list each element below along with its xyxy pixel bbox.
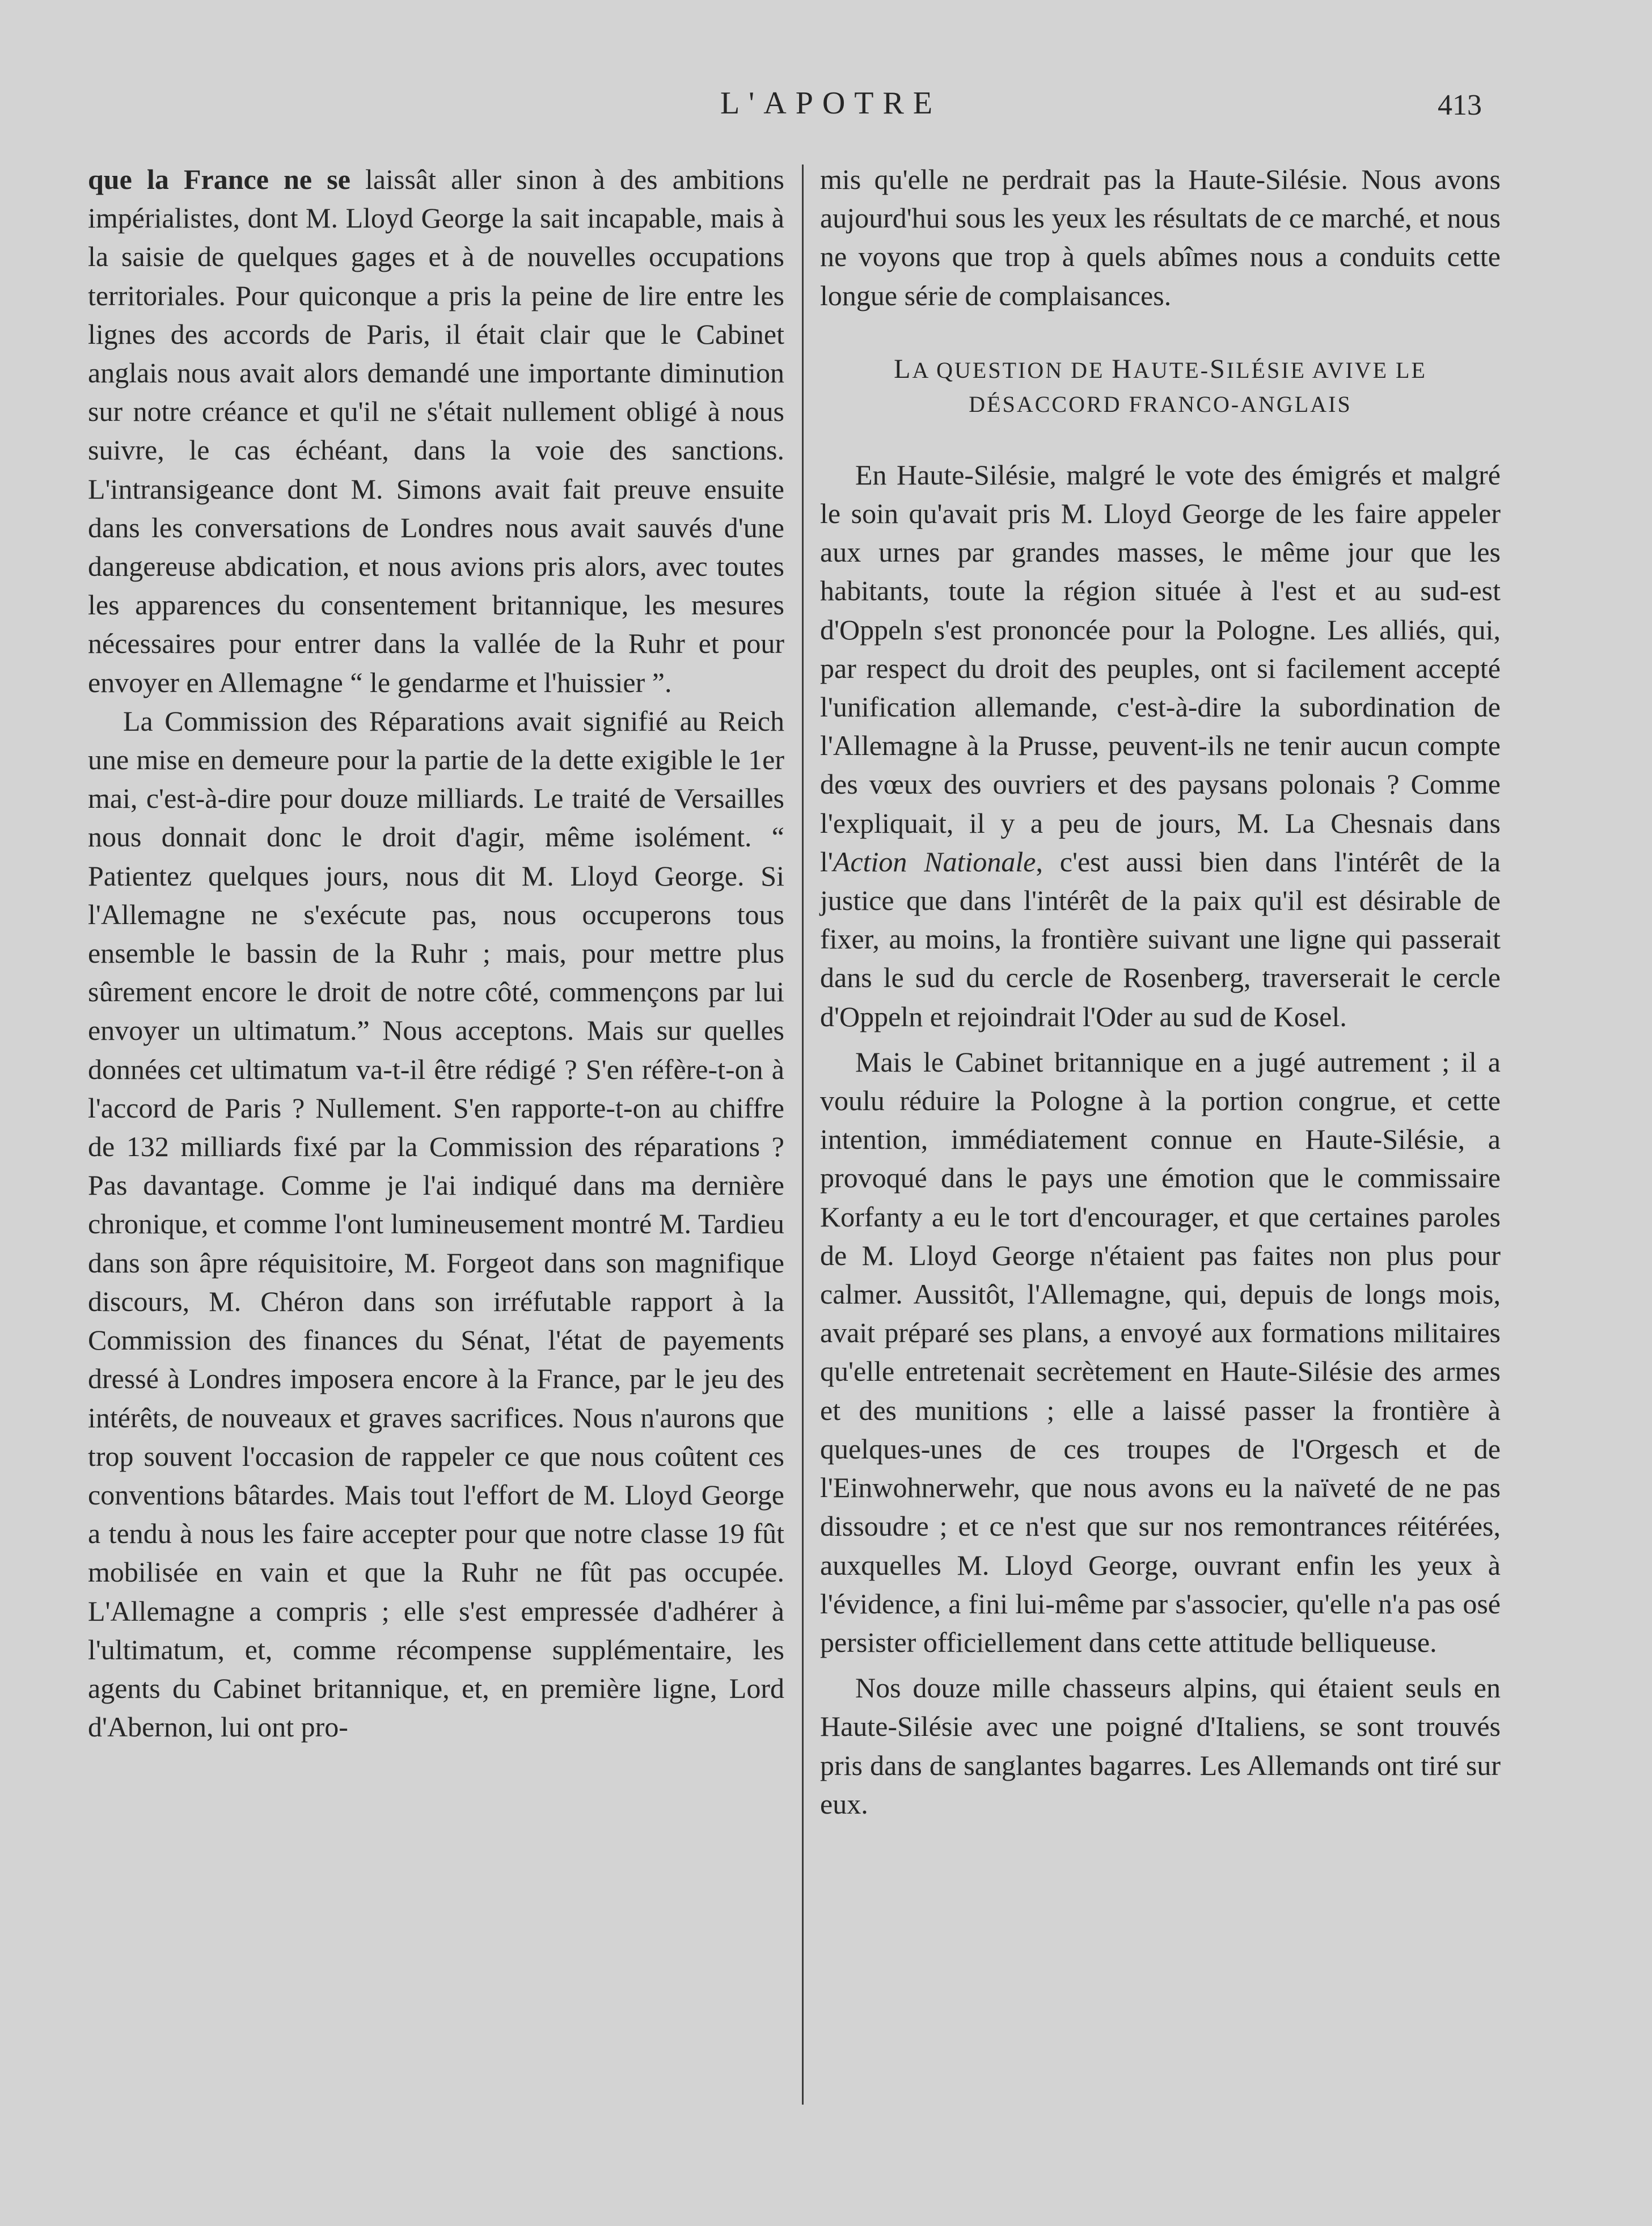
right-paragraph-3: Mais le Cabinet britannique en a jugé autrement ; il a voulu réduire la Pologne à la portion congrue, et cette intention, immédiatement connue en Haute-Silésie, a provoqué dans le pays une émotion que le commissaire Korfanty a eu le tort d'encourager, et que certaines paroles de M. Lloyd George n'étaient pas faites non plus pour calmer. Aussitôt, l'Allemagne, qui, depuis de longs mois, avait préparé ses plans, a envoyé aux formations militaires qu'elle entretenait secrètement en Haute-Silésie des armes et des munitions ; elle a laissé passer la frontière à quelques-unes de ces troupes de l'Orgesch et de l'Einwohnerwehr, que nous avons eu la naïveté de ne pas dissoudre ; et ce n'est que sur nos remontrances réitérées, auxquelles M. Lloyd George, ouvrant enfin les yeux à l'évidence, a fini lui-même par s'associer, qu'elle n'a pas osé persister officiellement dans cette attitude belliqueuse. — [820, 1045, 1501, 1658]
left-paragraph-2: La Commission des Réparations avait signifié au Reich une mise en demeure pour la partie de la dette exigible le 1er mai, c'est-à-dire pour douze milliards. Le traité de Versailles nous donnait donc le droit d'agir, même isolément. “ Patientez quelques jours, nous dit M. Lloyd George. Si l'Allemagne ne s'exécute pas, nous occuperons tous ensemble le bassin de la Ruhr ; mais, pour mettre plus sûrement encore le droit de notre côté, commençons par lui envoyer un ultimatum.” Nous acceptons. Mais sur quelles données cet ultimatum va-t-il être rédigé ? S'en réfère-t-on à l'accord de Paris ? Nullement. S'en rapporte-t-on au chiffre de 132 milliards fixé par la Commission des réparations ? Pas davantage. Comme je l'ai indiqué dans ma dernière chronique, et comme l'ont lumineusement montré M. Tardieu dans son âpre réquisitoire, M. Forgeot dans son magnifique discours, M. Chéron dans son irréfutable rapport à la Commission des finances du Sénat, l'état de payements dressé à Londres imposera encore à la France, par le jeu des intérêts, de nouveaux et graves sacrifices. Nous n'aurons que trop souvent l'occasion de rappeler ce que nous coûtent ces conventions bâtardes. Mais tout l'effort de M. Lloyd George a tendu à nous les faire accepter pour que notre classe 19 fût mobilisée en vain et que la Ruhr ne fût pas occupée. L'Allemagne a compris ; elle s'est empressée d'adhérer à l'ultimatum, et, comme récompense supplémentaire, les agents du Cabinet britannique, et, en première ligne, Lord d'Abernon, lui ont pro- — [88, 705, 784, 1743]
heading-small: AUTE- — [1133, 357, 1210, 383]
left-column — [88, 160, 784, 1746]
right-paragraph-1: mis qu'elle ne perdrait pas la Haute-Silésie. Nous avons aujourd'hui sous les yeux les résultats de ce marché, et nous ne voyons que trop à quels abîmes nous a conduits cette longue série de complaisances. — [820, 163, 1501, 311]
heading-small: ILÉSIE AVIVE LE — [1226, 357, 1427, 383]
section-heading-line-1 — [820, 352, 1501, 387]
section-heading — [820, 352, 1501, 421]
page-number: 413 — [1438, 89, 1482, 121]
right-paragraph-2-text: En Haute-Silésie, malgré le vote des émigrés et malgré le soin qu'avait pris M. Lloyd George de les faire appeler aux urnes par grandes masses, le même jour que les habitants, toute la région située à l'est et au sud-est d'Oppeln s'est prononcée pour la Pologne. Les alliés, qui, par respect du droit des peuples, ont si facilement accepté l'unification allemande, c'est-à-dire la subordination de l'Allemagne à la Prusse, peuvent-ils ne tenir aucun compte des vœux des ouvriers et des paysans polonais ? Comme l'expliquait, il y a peu de jours, M. La Chesnais dans l' — [820, 458, 1501, 878]
heading-cap: S — [1210, 353, 1227, 384]
right-column — [820, 160, 1501, 1823]
column-divider — [802, 165, 804, 2105]
publication-title: Action Nationale — [833, 845, 1036, 878]
left-paragraph-1 — [88, 160, 784, 702]
heading-cap: L — [894, 353, 912, 384]
left-paragraph-1-lead: que la France ne se — [88, 163, 350, 195]
left-paragraph-1-text: laissât aller sinon à des ambitions impérialistes, dont M. Lloyd George la sait incapable, mais à la saisie de quelques gages et à de nouvelles occupations territoriales. Pour quiconque a pris la peine de lire entre les lignes des accords de Paris, il était clair que le Cabinet anglais nous avait alors demandé une importante diminution sur notre créance et qu'il ne s'était nullement obligé à nous suivre, le cas échéant, dans la voie des sanctions. L'intransigeance dont M. Simons avait fait preuve ensuite dans les conversations de Londres nous avait sauvés d'une dangereuse abdication, et nous avions pris alors, avec toutes les apparences du consentement britannique, les mesures nécessaires pour entrer dans la vallée de la Ruhr et pour envoyer en Allemagne “ le gendarme et l'huissier ”. — [88, 163, 785, 698]
section-heading-line-2: DÉSACCORD FRANCO-ANGLAIS — [969, 391, 1352, 417]
right-paragraph-4: Nos douze mille chasseurs alpins, qui étaient seuls en Haute-Silésie avec une poigné d'Italiens, se sont trouvés pris dans de sanglantes bagarres. Les Allemands ont tiré sur eux. — [820, 1672, 1501, 1820]
heading-small: A QUESTION DE — [912, 357, 1112, 383]
heading-cap: H — [1112, 353, 1134, 384]
running-head: L'APOTRE — [720, 86, 942, 121]
right-paragraph-2 — [820, 456, 1501, 1036]
right-paragraph-2-end: , c'est aussi bien dans l'intérêt de la justice que dans l'intérêt de la paix qu'il est désirable de fixer, au moins, la frontière suivant une ligne qui passerait dans le sud du cercle de Rosenberg, traverserait le cercle d'Oppeln et rejoindrait l'Oder au sud de Kosel. — [820, 845, 1501, 1032]
